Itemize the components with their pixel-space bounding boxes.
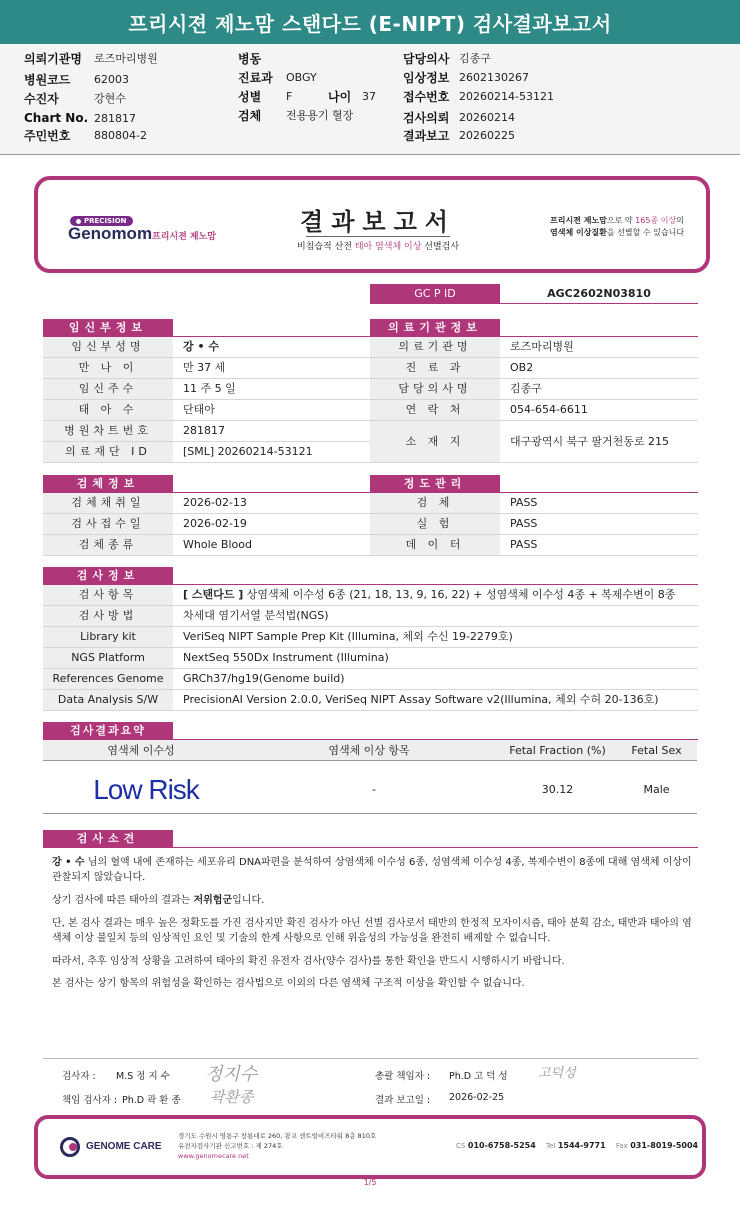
institution-row [370, 379, 698, 400]
summary-result-row [43, 766, 697, 814]
specimen-key: 검사접수일 [43, 514, 173, 534]
qc-key: 검 체 [370, 493, 500, 513]
responsible-name: Ph.D 곽 환 종 [122, 1095, 181, 1106]
test-info-key: Data Analysis S/W [43, 690, 173, 710]
summary-header-row [43, 740, 697, 761]
qc-value: PASS [510, 538, 538, 551]
pregnant-key: 만 나 이 [43, 358, 173, 378]
summary-section-title: 검사결과요약 [43, 722, 173, 739]
test-info-value: NextSeq 550Dx Instrument (Illumina) [183, 651, 389, 664]
pregnant-value: 단태아 [183, 403, 215, 416]
test-info-row [43, 606, 698, 627]
finding-paragraph-1: 강 • 수 님의 혈액 내에 존재하는 세포유리 DNA파편을 분석하여 상염색체 이수성 6종, 성염색체 이수성 4종, 복제수변이 8종에 대해 염색체 이상이 관찰되지 않았습니다. [52, 857, 692, 883]
pregnant-section-title: 임신부정보 [43, 319, 173, 336]
report-header-card [34, 176, 710, 273]
specimen-key: 검체채취일 [43, 493, 173, 513]
finding-paragraph-2: 상기 검사에 따른 태아의 결과는 저위험군입니다. [52, 895, 265, 906]
ward-field: 병동 [238, 51, 262, 66]
risk-result: Low Risk [93, 773, 199, 805]
abnormal-item: - [372, 783, 376, 796]
test-info-section-title: 검사정보 [43, 567, 173, 584]
institution-key: 의료기관명 [370, 337, 500, 357]
pregnant-value: 11 주 5 일 [183, 382, 236, 395]
report-subtitle: 비침습적 산전 태아 염색체 이상 선별검사 [296, 242, 460, 252]
test-info-value: PrecisionAI Version 2.0.0, VeriSeq NIPT Assay Software v2(Illumina, 체외 수허 20-136호) [183, 693, 659, 706]
chief-name: Ph.D 고 덕 성 [449, 1071, 508, 1082]
gcpid-row [370, 284, 698, 304]
genomecare-logo-icon [60, 1137, 80, 1157]
specimen-key: 검체종류 [43, 535, 173, 555]
pregnant-row [43, 400, 370, 421]
specimen-value: 2026-02-13 [183, 496, 247, 509]
specimen-value: 2026-02-19 [183, 517, 247, 530]
pregnant-row [43, 442, 370, 463]
test-info-key: Library kit [43, 627, 173, 647]
ssn-field: 주민번호 880804-2 [24, 128, 147, 143]
clinical-field: 임상정보 2602130267 [403, 70, 529, 85]
doctor-field: 담당의사 김종구 [403, 51, 491, 66]
specimen-field: 검체 전용용기 혈장 [238, 108, 354, 123]
chief-label: 총괄 책임자 : [375, 1071, 431, 1082]
test-info-key: References Genome [43, 669, 173, 689]
specimen-value: Whole Blood [183, 538, 252, 551]
institution-key: 담당의사명 [370, 379, 500, 399]
responsible-signature: 곽환종 [210, 1088, 254, 1106]
institution-key: 진 료 과 [370, 358, 500, 378]
request-field: 검사의뢰 20260214 [403, 110, 515, 125]
pregnant-value: 281817 [183, 424, 225, 437]
test-info-key: 검사방법 [43, 606, 173, 626]
test-info-row [43, 690, 698, 711]
findings-section-title: 검사소견 [43, 830, 173, 847]
hospital-code-field: 병원코드 62003 [24, 72, 129, 87]
qc-row [370, 514, 698, 535]
test-info-key: 검사항목 [43, 585, 173, 605]
specimen-row [43, 535, 370, 556]
qc-value: PASS [510, 517, 538, 530]
pregnant-key: 임신부성명 [43, 337, 173, 357]
chart-field: Chart No. 281817 [24, 111, 136, 125]
test-info-key: NGS Platform [43, 648, 173, 668]
qc-row [370, 493, 698, 514]
dept-field: 진료과 OBGY [238, 70, 317, 85]
test-info-value: VeriSeq NIPT Sample Prep Kit (Illumina, 체외 수신 19-2279호) [183, 630, 513, 643]
qc-key: 데 이 터 [370, 535, 500, 555]
specimen-section-title: 검체정보 [43, 475, 173, 492]
pregnant-value: 강 • 수 [183, 340, 219, 353]
summary-col-items: 염색체 이상 항목 [328, 744, 410, 757]
document-title: 프리시젼 제노맘 스탠다드 (E-NIPT) 검사결과보고서 [0, 0, 740, 44]
tester-label: 검사자 : [62, 1071, 96, 1082]
institution-key: 소 재 지 [370, 421, 500, 462]
signature-divider [43, 1058, 698, 1059]
sex-field: 성별 F 나이 37 [238, 89, 376, 104]
footer-address: 경기도 수원시 영통구 창룡대로 260, 광교 센트럴비즈타워 8층 810호 유전자검사기관 신고번호 : 제 274호 www.genomecare.net [178, 1132, 377, 1160]
summary-col-sex: Fetal Sex [631, 744, 682, 757]
institution-row [370, 400, 698, 421]
test-info-value: GRCh37/hg19(Genome build) [183, 672, 345, 685]
test-info-row [43, 648, 698, 669]
logo-subtitle: 프리시젼 제노맘 [152, 232, 216, 242]
institution-row [370, 337, 698, 358]
pregnant-key: 임신주수 [43, 379, 173, 399]
report-date-label: 결과 보고일 : [375, 1095, 431, 1106]
fetal-fraction: 30.12 [541, 783, 574, 796]
footer-contacts: CS 010-6758-5254 Tel 1544-9771 Fax 031-8019-5004 [456, 1141, 699, 1150]
hospital-field: 의뢰기관명 로즈마리병원 [24, 51, 158, 66]
institution-key: 연 락 처 [370, 400, 500, 420]
summary-col-aneuploidy: 염색체 이수성 [107, 744, 175, 757]
institution-address-row [370, 421, 698, 463]
report-date-field: 결과보고 20260225 [403, 128, 515, 143]
pregnant-value: 만 37 세 [183, 361, 226, 374]
qc-section-title: 정도관리 [370, 475, 500, 492]
test-info-value: 차세대 염기서열 분석법(NGS) [183, 609, 329, 622]
collector-field: 수진자 강현수 [24, 91, 126, 106]
footer-card [34, 1115, 706, 1179]
test-info-value: [ 스탠다드 ] 상염색체 이수성 6종 (21, 18, 13, 9, 16, 22) + 성염색체 이수성 4종 + 복제수변이 8종 [183, 588, 676, 601]
pregnant-row [43, 337, 370, 358]
precision-badge: PRECISION [70, 216, 133, 226]
tester-signature: 정지수 [205, 1064, 258, 1085]
fetal-sex: Male [643, 783, 670, 796]
qc-value: PASS [510, 496, 538, 509]
test-info-row [43, 627, 698, 648]
test-info-row [43, 669, 698, 690]
report-date-value: 2026-02-25 [449, 1092, 505, 1103]
pregnant-key: 태 아 수 [43, 400, 173, 420]
pregnant-row [43, 421, 370, 442]
institution-value: 054-654-6611 [510, 403, 588, 416]
tester-name: M.S 정 지 수 [116, 1071, 170, 1082]
findings-section-line [43, 847, 698, 848]
qc-row [370, 535, 698, 556]
qc-key: 실 험 [370, 514, 500, 534]
summary-col-ff: Fetal Fraction (%) [509, 744, 606, 757]
footer-website-link[interactable]: www.genomecare.net [178, 1152, 249, 1160]
pregnant-row [43, 379, 370, 400]
pregnant-row [43, 358, 370, 379]
institution-value: 로즈마리병원 [510, 340, 574, 353]
report-title: 결과보고서 [300, 207, 456, 236]
genomom-logo: Genomom [68, 224, 153, 243]
specimen-row [43, 493, 370, 514]
test-info-row [43, 585, 698, 606]
institution-value: 김종구 [510, 382, 542, 395]
receipt-field: 접수번호 20260214-53121 [403, 89, 554, 104]
institution-section-title: 의료기관정보 [370, 319, 500, 336]
patient-info-panel [0, 44, 740, 155]
gcpid-value: AGC2602N03810 [547, 287, 651, 300]
pregnant-value: [SML] 20260214-53121 [183, 445, 313, 458]
pregnant-key: 의료재단 ID [43, 442, 173, 462]
specimen-row [43, 514, 370, 535]
finding-paragraph-3: 단, 본 검사 결과는 매우 높은 정확도를 가진 검사지만 확진 검사가 아닌 선별 검사로서 태반의 한정적 모자이시즘, 태아 분획 감소, 태반과 태아의 염색체 이상 불일치 등의 임상적인 요인 및 기술의 한계 사항으로 인해 위음성의 가능성을 완전히 배제할 수 없습니다. [52, 918, 692, 944]
chief-signature: 고덕성 [538, 1066, 576, 1081]
institution-row [370, 358, 698, 379]
title-divider [306, 236, 450, 237]
report-tagline: 프리시젼 제노맘으로 약 165종 이상의 염색체 이상질환을 선별할 수 있습니다 [550, 216, 685, 237]
institution-value: OB2 [510, 361, 534, 374]
gcpid-label: GC P ID [370, 284, 500, 303]
institution-address-value: 대구광역시 북구 팔거천동로 215 [510, 435, 669, 448]
genomecare-logo: GENOME CARE [86, 1141, 162, 1152]
responsible-label: 책임 검사자 : [62, 1095, 118, 1106]
finding-paragraph-4: 따라서, 추후 임상적 상황을 고려하여 태아의 확진 유전자 검사(양수 검사)를 통한 확인을 반드시 시행하시기 바랍니다. [52, 956, 565, 967]
finding-paragraph-5: 본 검사는 상기 항목의 위험성을 확인하는 검사법으로 이외의 다른 염색체 구조적 이상을 확인할 수 없습니다. [52, 978, 525, 989]
page-number: 1/5 [363, 1178, 377, 1187]
pregnant-key: 병원차트번호 [43, 421, 173, 441]
